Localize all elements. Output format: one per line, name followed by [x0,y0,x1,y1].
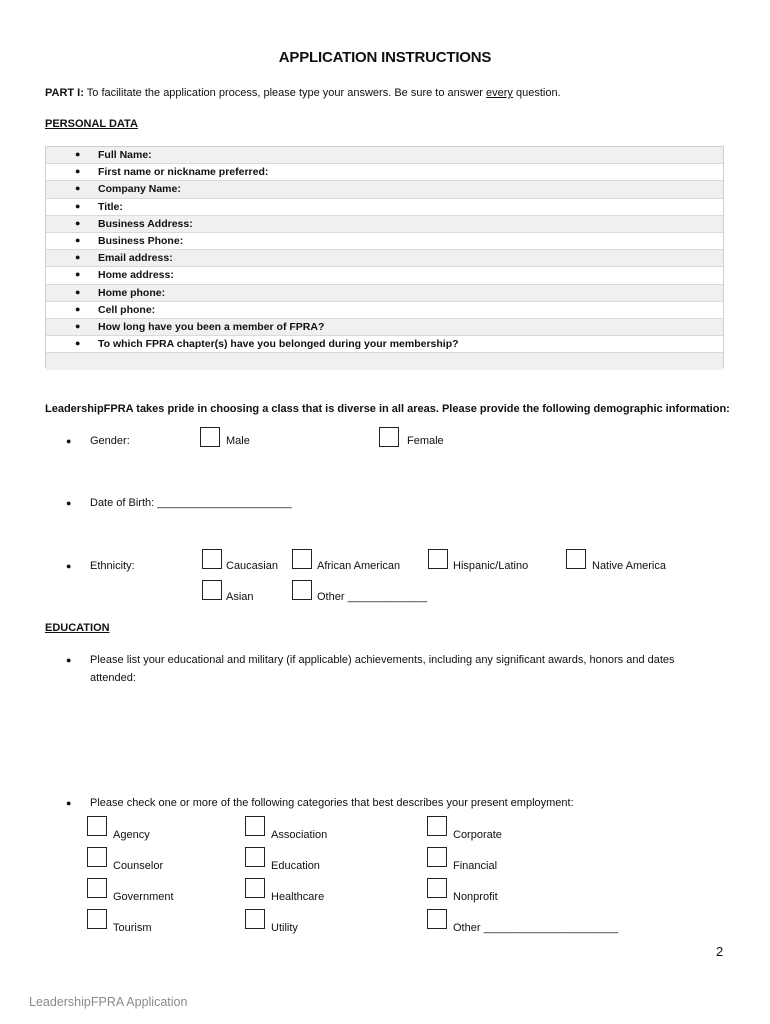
personal-field-nickname[interactable] [46,164,723,181]
page-number: 2 [716,944,724,959]
ethnicity-asian-label: Asian [226,591,254,603]
personal-field-business-address[interactable] [46,216,723,233]
personal-field-blank[interactable] [46,353,723,370]
bullet-icon: ● [66,798,72,808]
personal-field-full-name[interactable] [46,147,723,164]
bullet-icon: ● [75,200,81,211]
ethnicity-native-america-label: Native America [592,560,666,572]
personal-field-chapters[interactable] [46,336,723,353]
category-utility-checkbox[interactable] [245,909,265,929]
gender-female-checkbox[interactable] [379,427,399,447]
category-association-checkbox[interactable] [245,816,265,836]
category-utility-label: Utility [271,922,298,934]
ethnicity-label: Ethnicity: [90,560,135,572]
bullet-icon: ● [75,217,81,228]
category-agency-checkbox[interactable] [87,816,107,836]
bullet-icon: ● [75,269,81,280]
category-association-label: Association [271,829,328,841]
bullet-icon: ● [75,166,81,177]
ethnicity-african-american-checkbox[interactable] [292,549,312,569]
ethnicity-asian-checkbox[interactable] [202,580,222,600]
ethnicity-caucasian-checkbox[interactable] [202,549,222,569]
personal-field-membership-length[interactable] [46,319,723,336]
category-education-checkbox[interactable] [245,847,265,867]
personal-data-table [45,146,724,368]
bullet-icon: ● [75,252,81,263]
ethnicity-other-checkbox[interactable] [292,580,312,600]
category-healthcare-label: Healthcare [271,891,325,903]
gender-female-label: Female [407,435,444,447]
part1-emphasis: every [486,87,513,99]
gender-label: Gender: [90,435,130,447]
part1-label: PART I: [45,87,84,99]
employment-prompt: Please check one or more of the following categories that best describes your present employment: [90,797,574,809]
field-label: Cell phone: [98,303,156,316]
category-financial-checkbox[interactable] [427,847,447,867]
personal-field-company[interactable] [46,181,723,198]
field-label: Business Phone: [98,234,184,247]
ethnicity-hispanic-label: Hispanic/Latino [453,560,529,572]
category-tourism-checkbox[interactable] [87,909,107,929]
category-counselor-checkbox[interactable] [87,847,107,867]
field-label: First name or nickname preferred: [98,166,269,179]
footer-text: LeadershipFPRA Application [29,995,188,1009]
field-label: To which FPRA chapter(s) have you belonged during your membership? [98,338,459,351]
bullet-icon: ● [75,320,81,331]
field-label: Email address: [98,252,173,265]
category-nonprofit-checkbox[interactable] [427,878,447,898]
field-label: Full Name: [98,149,152,161]
category-healthcare-checkbox[interactable] [245,878,265,898]
education-prompt-line2: attended: [90,672,136,684]
education-prompt-line1: Please list your educational and military (if applicable) achievements, including any significant awards, honors and dates [90,654,675,666]
gender-male-checkbox[interactable] [200,427,220,447]
bullet-icon: ● [66,655,72,665]
ethnicity-caucasian-label: Caucasian [226,560,278,572]
ethnicity-native-america-checkbox[interactable] [566,549,586,569]
part1-text-after: question. [512,87,561,99]
personal-field-home-phone[interactable] [46,285,723,302]
bullet-icon: ● [66,561,72,571]
ethnicity-other-field[interactable]: Other _____________ [317,591,428,603]
demographics-intro: LeadershipFPRA takes pride in choosing a class that is diverse in all areas. Please provide the following demographic information: [45,403,730,415]
bullet-icon: ● [75,303,81,314]
field-label: Home phone: [98,286,166,299]
category-counselor-label: Counselor [113,860,164,872]
bullet-icon: ● [66,436,72,446]
dob-field[interactable]: Date of Birth: ______________________ [90,497,292,509]
personal-field-email[interactable] [46,250,723,267]
page-title: APPLICATION INSTRUCTIONS [278,49,492,66]
field-label: Home address: [98,269,174,282]
category-corporate-checkbox[interactable] [427,816,447,836]
bullet-icon: ● [75,183,81,194]
field-label: Business Address: [98,217,193,230]
category-agency-label: Agency [113,829,150,841]
part1-instructions [45,87,561,99]
category-government-checkbox[interactable] [87,878,107,898]
field-label: How long have you been a member of FPRA? [98,320,325,333]
personal-field-title[interactable] [46,199,723,216]
category-other-field[interactable]: Other ______________________ [453,922,619,934]
category-education-label: Education [271,860,320,872]
category-financial-label: Financial [453,860,498,872]
field-label: Company Name: [98,183,181,196]
category-government-label: Government [113,891,174,903]
personal-data-heading: PERSONAL DATA [45,118,138,130]
gender-male-label: Male [226,435,250,447]
personal-field-business-phone[interactable] [46,233,723,250]
category-nonprofit-label: Nonprofit [453,891,498,903]
ethnicity-african-american-label: African American [317,560,401,572]
personal-field-cell-phone[interactable] [46,302,723,319]
category-other-checkbox[interactable] [427,909,447,929]
category-tourism-label: Tourism [113,922,152,934]
personal-field-home-address[interactable] [46,267,723,284]
bullet-icon: ● [75,286,81,297]
part1-text-before: To facilitate the application process, please type your answers. Be sure to answer [83,87,487,99]
bullet-icon: ● [75,338,81,349]
category-corporate-label: Corporate [453,829,502,841]
field-label: Title: [98,200,123,213]
bullet-icon: ● [75,234,81,245]
ethnicity-hispanic-checkbox[interactable] [428,549,448,569]
education-heading: EDUCATION [45,622,110,634]
bullet-icon: ● [66,498,72,508]
bullet-icon: ● [75,149,81,159]
